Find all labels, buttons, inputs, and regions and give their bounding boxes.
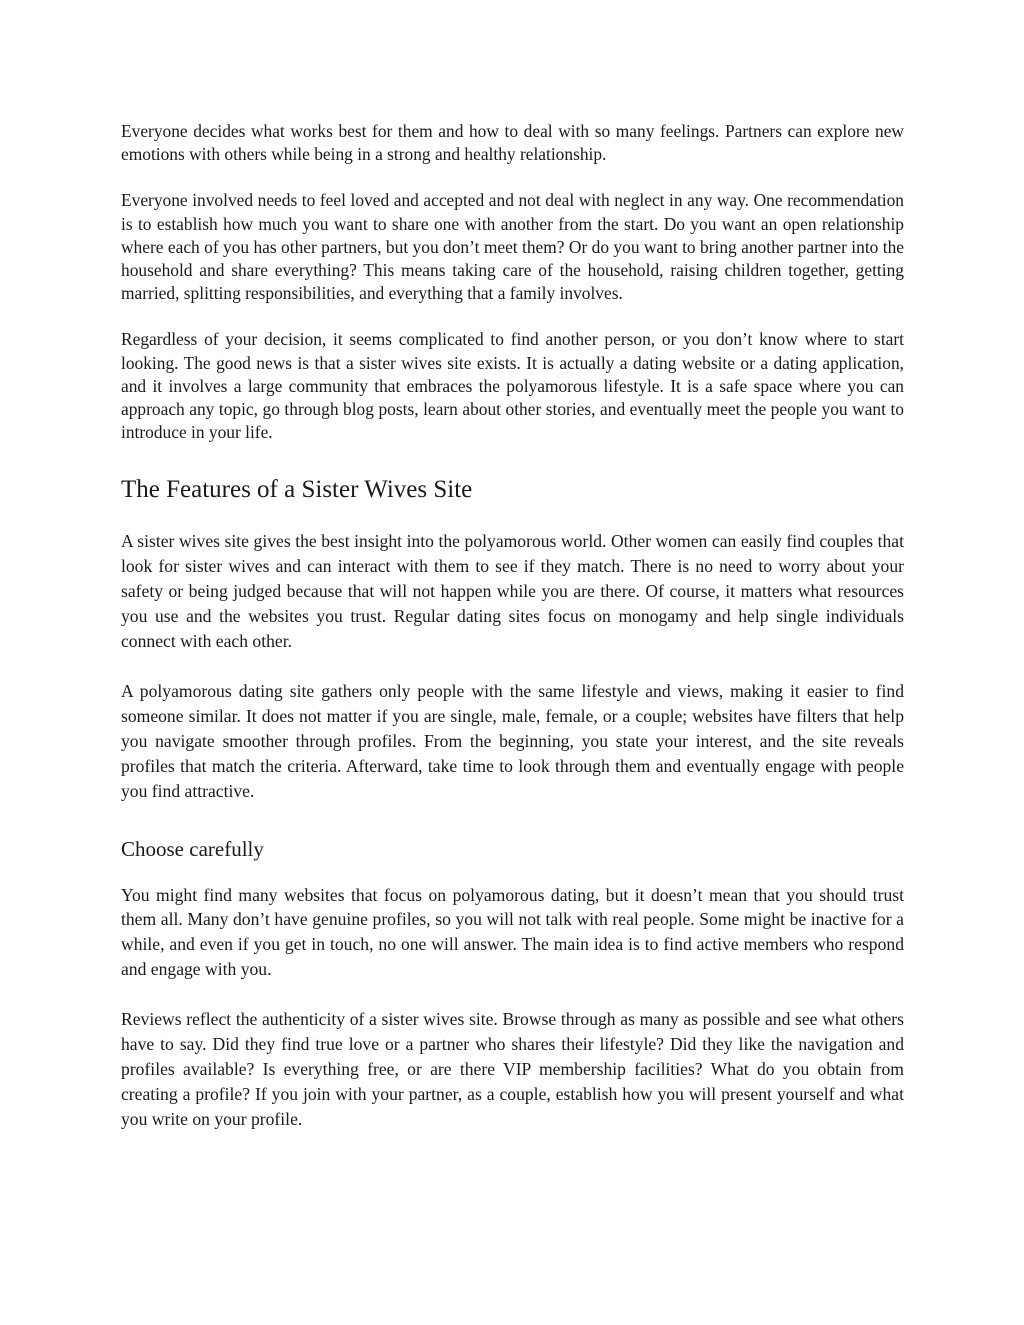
intro-paragraph-2: Everyone involved needs to feel loved and accepted and not deal with neglect in any way. One recommendation is to establish how much you want to share one with another from the start. Do you want an open relationship where each of you has other partners, but you don’t meet them? Or do you want to bring another partner into the household and share everything? This means taking care of the household, raising children together, getting married, splitting responsibilities, and everything that a family involves. [121,190,904,304]
document-page [121,120,904,1132]
features-paragraph-1: A sister wives site gives the best insight into the polyamorous world. Other women can easily find couples that look for sister wives and can interact with them to see if they match. There is no need to worry about your safety or being judged because that will not happen while you are there. Of course, it matters what resources you use and the websites you trust. Regular dating sites focus on monogamy and help single individuals connect with each other. [121,531,904,652]
choose-heading: Choose carefully [121,836,264,861]
features-paragraph-2: A polyamorous dating site gathers only people with the same lifestyle and views, making it easier to find someone similar. It does not matter if you are single, male, female, or a couple; websites have filters that help you navigate smoother through profiles. From the beginning, you state your interest, and the site reveals profiles that match the criteria. Afterward, take time to look through them and eventually engage with people you find attractive. [121,680,904,801]
features-heading: The Features of a Sister Wives Site [121,476,473,504]
intro-paragraph-1: Everyone decides what works best for them and how to deal with so many feelings. Partners can explore new emotions with others while being in a strong and healthy relationship. [121,121,904,165]
intro-paragraph-3: Regardless of your decision, it seems complicated to find another person, or you don’t know where to start looking. The good news is that a sister wives site exists. It is actually a dating website or a dating application, and it involves a large community that embraces the polyamorous lifestyle. It is a safe space where you can approach any topic, go through blog posts, learn about other stories, and eventually meet the people you want to introduce in your life. [121,329,904,443]
choose-paragraph-2: Reviews reflect the authenticity of a sister wives site. Browse through as many as possible and see what others have to say. Did they find true love or a partner who shares their lifestyle? Did they like the navigation and profiles available? Is everything free, or are there VIP membership facilities? What do you obtain from creating a profile? If you join with your partner, as a couple, establish how you will present yourself and what you write on your profile. [121,1009,904,1129]
choose-paragraph-1: You might find many websites that focus on polyamorous dating, but it doesn’t mean that you should trust them all. Many don’t have genuine profiles, so you will not talk with real people. Some might be inactive for a while, and even if you get in touch, no one will answer. The main idea is to find active members who respond and engage with you. [121,884,904,980]
